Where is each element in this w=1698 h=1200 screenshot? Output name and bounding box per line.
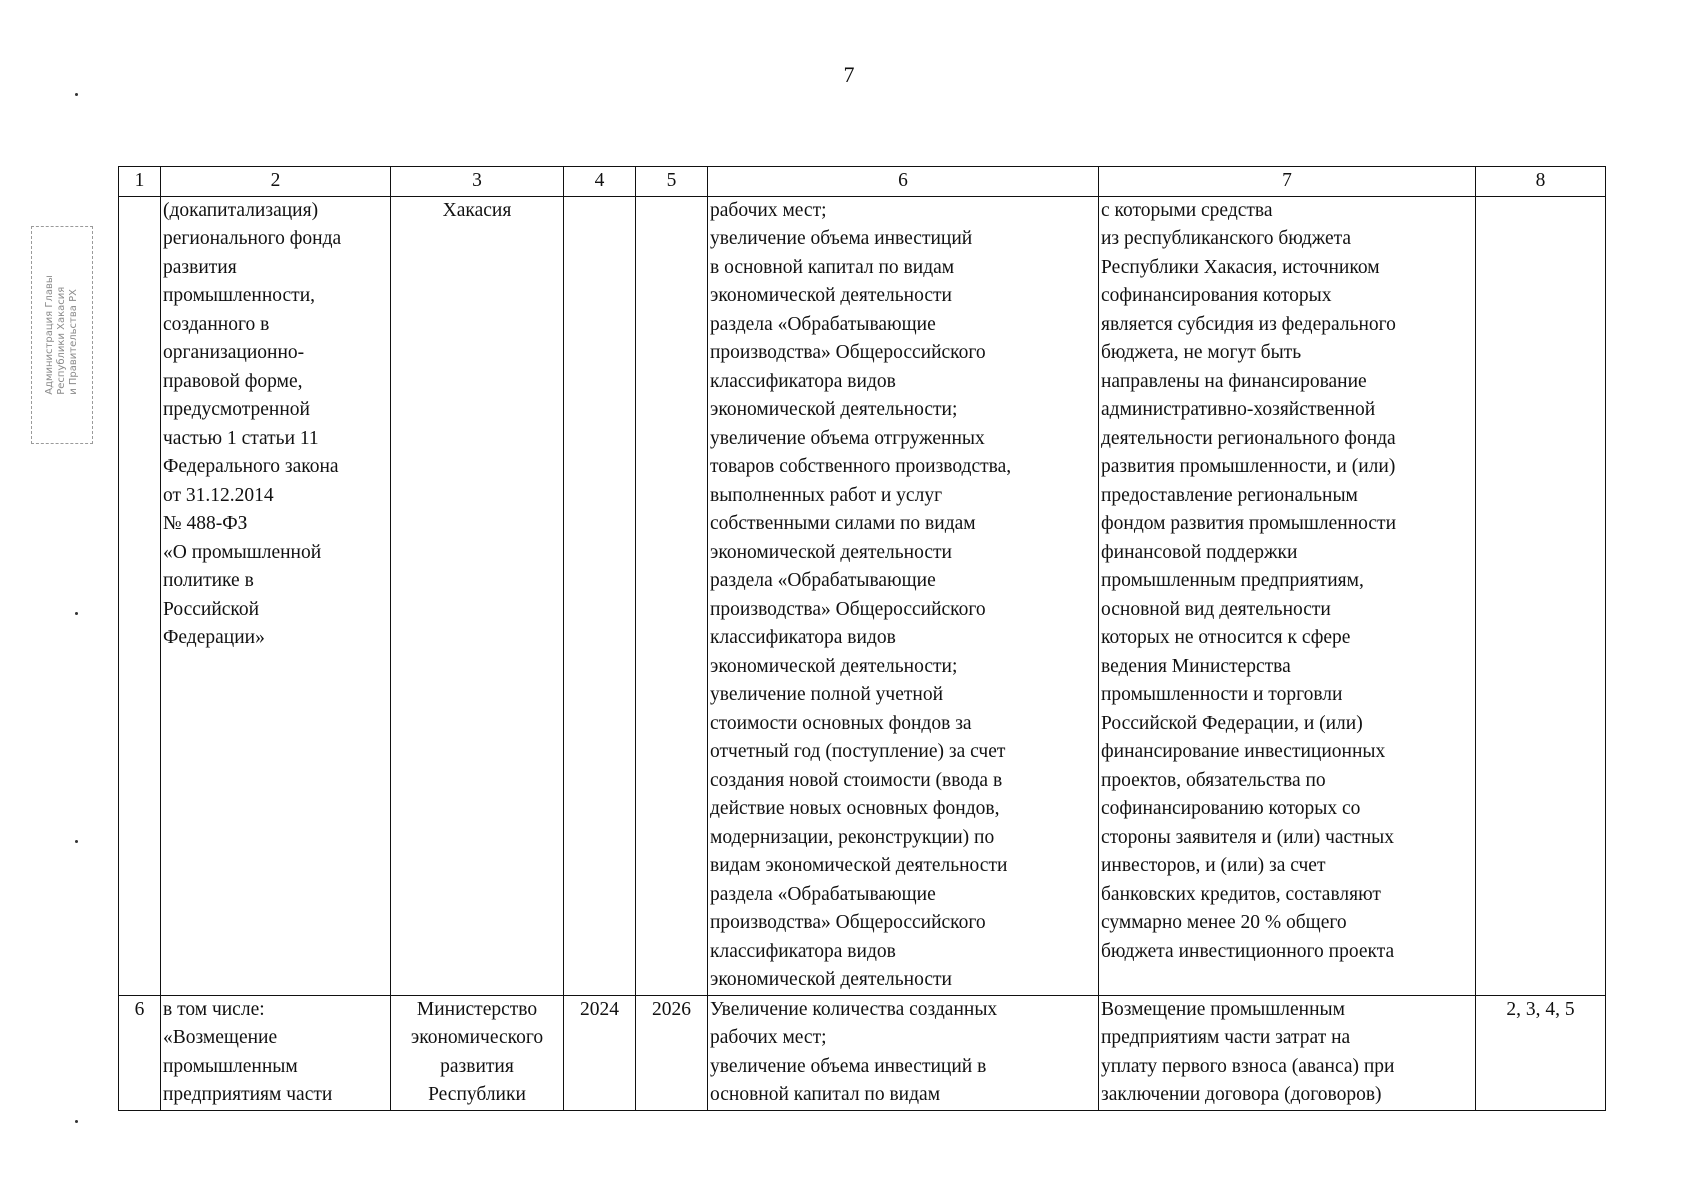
column-number-5: 5 [636, 167, 708, 197]
start-year-cell: 2024 [564, 995, 636, 1110]
responsible-executor-cell: Министерство экономического развития Республики [391, 995, 564, 1110]
event-name-cell: (докапитализация) регионального фонда развития промышленности, созданного в организационно- правовой форме, предусмотренной частью 1 статьи 11 Федерального закона от 31.12.2014 № 488-ФЗ «О промышленной политике в Российской Федерации» [161, 196, 391, 995]
column-number-2: 2 [161, 167, 391, 197]
column-number-6: 6 [708, 167, 1099, 197]
expected-result-cell: рабочих мест; увеличение объема инвестиций в основной капитал по видам экономической деятельности раздела «Обрабатывающие производства» Общероссийского классификатора видов экономической деятельности; увеличение объема отгруженных товаров собственного производства, выполненных работ и услуг собственными силами по видам экономической деятельности раздела «Обрабатывающие производства» Общероссийского классификатора видов экономической деятельности; увеличение полной учетной стоимости основных фондов за отчетный год (поступление) за счет создания новой стоимости (ввода в действие новых основных фондов, модернизации, реконструкции) по видам экономической деятельности раздела «Обрабатывающие производства» Общероссийского классификатора видов экономической деятельности [708, 196, 1099, 995]
scan-speck [75, 612, 78, 615]
table-row [119, 995, 1606, 1110]
program-table [118, 166, 1606, 1111]
expected-result-cell: Увеличение количества созданных рабочих мест; увеличение объема инвестиций в основной капитал по видам [708, 995, 1099, 1110]
page-number: 7 [843, 62, 855, 87]
end-year-cell: 2026 [636, 995, 708, 1110]
event-name-cell: в том числе: «Возмещение промышленным предприятиям части [161, 995, 391, 1110]
row-number-cell: 6 [119, 995, 161, 1110]
registration-stamp [31, 226, 93, 444]
table-header-row [119, 167, 1606, 197]
scan-speck [75, 1120, 78, 1123]
column-number-8: 8 [1476, 167, 1606, 197]
stamp-text: Администрация Главы Республики Хакасия и Правительства РХ [44, 275, 79, 395]
column-number-1: 1 [119, 167, 161, 197]
start-year-cell [564, 196, 636, 995]
indicator-link-cell [1476, 196, 1606, 995]
row-number-cell [119, 196, 161, 995]
description-cell: с которыми средства из республиканского бюджета Республики Хакасия, источником софинансирования которых является субсидия из федерального бюджета, не могут быть направлены на финансирование административно-хозяйственной деятельности регионального фонда развития промышленности, и (или) предоставление региональным фондом развития промышленности финансовой поддержки промышленным предприятиям, основной вид деятельности которых не относится к сфере ведения Министерства промышленности и торговли Российской Федерации, и (или) финансирование инвестиционных проектов, обязательства по софинансированию которых со стороны заявителя и (или) частных инвесторов, и (или) за счет банковских кредитов, составляют суммарно менее 20 % общего бюджета инвестиционного проекта [1099, 196, 1476, 995]
scan-speck [75, 93, 78, 96]
end-year-cell [636, 196, 708, 995]
column-number-3: 3 [391, 167, 564, 197]
scan-speck [75, 840, 78, 843]
column-number-4: 4 [564, 167, 636, 197]
column-number-7: 7 [1099, 167, 1476, 197]
responsible-executor-cell: Хакасия [391, 196, 564, 995]
description-cell: Возмещение промышленным предприятиям части затрат на уплату первого взноса (аванса) при заключении договора (договоров) [1099, 995, 1476, 1110]
indicator-link-cell: 2, 3, 4, 5 [1476, 995, 1606, 1110]
table-row [119, 196, 1606, 995]
